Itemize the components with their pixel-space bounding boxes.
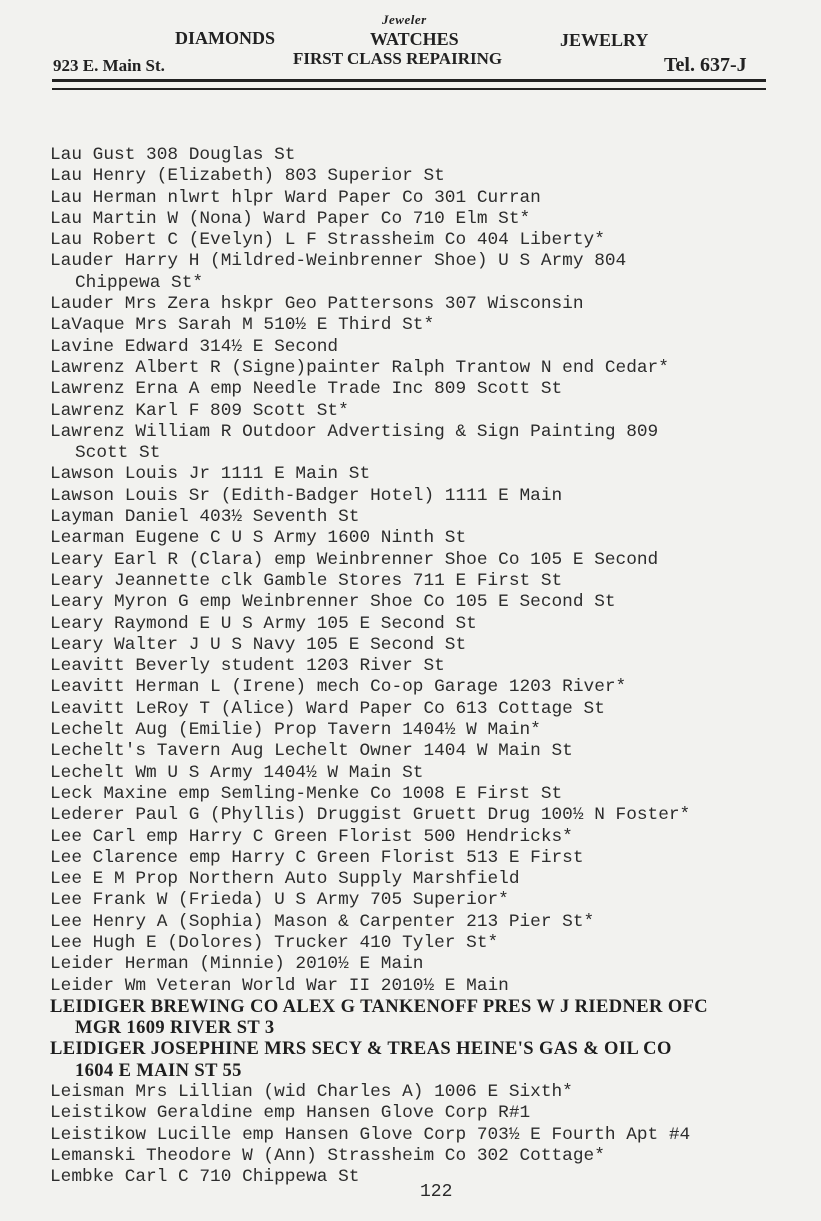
directory-entry: Lau Robert C (Evelyn) L F Strassheim Co 404 Liberty* [50,230,605,251]
header-rule-thin [52,88,766,90]
directory-entry: Lawson Louis Jr 1111 E Main St [50,464,371,485]
directory-entry: Leavitt Herman L (Irene) mech Co-op Garage 1203 River* [50,677,627,698]
directory-entry: Lauder Mrs Zera hskpr Geo Pattersons 307 Wisconsin [50,294,584,315]
directory-entry-continuation: MGR 1609 RIVER ST 3 [75,1018,275,1039]
directory-entry: Lee Clarence emp Harry C Green Florist 513 E First [50,847,584,868]
header-jeweler: Jeweler [382,12,427,27]
directory-entry-continuation: 1604 E MAIN ST 55 [75,1060,242,1081]
header-watches: WATCHES [370,29,459,49]
directory-entry: LEIDIGER JOSEPHINE MRS SECY & TREAS HEINE'S GAS & OIL CO [50,1039,672,1060]
directory-entry: Leary Myron G emp Weinbrenner Shoe Co 105 E Second St [50,592,616,613]
directory-entry: Leary Raymond E U S Army 105 E Second St [50,613,477,634]
directory-entry: Lau Herman nlwrt hlpr Ward Paper Co 301 Curran [50,187,541,208]
header-rule-thick [52,79,766,82]
directory-entry: Leistikow Lucille emp Hansen Glove Corp 703½ E Fourth Apt #4 [50,1124,691,1145]
header-telephone: Tel. 637-J [664,54,747,76]
directory-entry: Lederer Paul G (Phyllis) Druggist Gruett Drug 100½ N Foster* [50,805,691,826]
directory-entry: Leary Earl R (Clara) emp Weinbrenner Shoe Co 105 E Second [50,549,659,570]
directory-entry: LaVaque Mrs Sarah M 510½ E Third St* [50,315,435,336]
header-jewelry: JEWELRY [560,30,649,50]
header-address: 923 E. Main St. [53,56,165,75]
directory-entry: Lechelt Aug (Emilie) Prop Tavern 1404½ W Main* [50,720,541,741]
page-number: 122 [420,1182,453,1202]
directory-entry: Lee Hugh E (Dolores) Trucker 410 Tyler St* [50,932,499,953]
directory-entry: Lee Frank W (Frieda) U S Army 705 Superior* [50,890,509,911]
directory-entry: Lau Henry (Elizabeth) 803 Superior St [50,166,445,187]
header-diamonds: DIAMONDS [175,28,276,48]
directory-entry: Lawson Louis Sr (Edith-Badger Hotel) 1111 E Main [50,485,563,506]
directory-entry: Leavitt Beverly student 1203 River St [50,656,445,677]
directory-entry-continuation: Scott St [75,443,161,464]
directory-entry: Lawrenz Erna A emp Needle Trade Inc 809 Scott St [50,379,563,400]
directory-entry: Lauder Harry H (Mildred-Weinbrenner Shoe) U S Army 804 [50,251,627,272]
page-header [0,0,821,95]
directory-entry: Lee E M Prop Northern Auto Supply Marshfield [50,869,520,890]
directory-entry: Learman Eugene C U S Army 1600 Ninth St [50,528,467,549]
directory-entry: Lee Henry A (Sophia) Mason & Carpenter 213 Pier St* [50,911,595,932]
directory-entry: Leary Walter J U S Navy 105 E Second St [50,634,467,655]
directory-entry: Lechelt's Tavern Aug Lechelt Owner 1404 W Main St [50,741,573,762]
directory-entry: Leisman Mrs Lillian (wid Charles A) 1006 E Sixth* [50,1082,573,1103]
directory-entry: Lau Gust 308 Douglas St [50,145,296,165]
directory-entry: Leavitt LeRoy T (Alice) Ward Paper Co 613 Cottage St [50,698,605,719]
directory-entry: LEIDIGER BREWING CO ALEX G TANKENOFF PRES W J RIEDNER OFC [50,996,709,1017]
header-repairing: FIRST CLASS REPAIRING [293,49,503,68]
directory-entry: Leider Wm Veteran World War II 2010½ E Main [50,975,509,996]
directory-entry: Layman Daniel 403½ Seventh St [50,507,360,528]
directory-entry: Lemanski Theodore W (Ann) Strassheim Co 302 Cottage* [50,1145,605,1166]
directory-entry: Lawrenz Albert R (Signe)painter Ralph Trantow N end Cedar* [50,357,669,378]
directory-entry: Lau Martin W (Nona) Ward Paper Co 710 Elm St* [50,208,531,229]
directory-entry: Lee Carl emp Harry C Green Florist 500 Hendricks* [50,826,573,847]
directory-entry-continuation: Chippewa St* [75,272,204,293]
directory-entry: Leider Herman (Minnie) 2010½ E Main [50,954,424,975]
directory-entry: Lembke Carl C 710 Chippewa St [50,1167,360,1188]
directory-entry: Leck Maxine emp Semling-Menke Co 1008 E First St [50,783,563,804]
directory-entry: Lavine Edward 314½ E Second [50,336,339,357]
directory-entry: Lawrenz William R Outdoor Advertising & Sign Painting 809 [50,421,659,442]
directory-entry: Lechelt Wm U S Army 1404½ W Main St [50,762,424,783]
directory-listing [50,145,790,1189]
directory-entry: Leary Jeannette clk Gamble Stores 711 E First St [50,570,563,591]
directory-entry: Lawrenz Karl F 809 Scott St* [50,400,349,421]
directory-entry: Leistikow Geraldine emp Hansen Glove Corp R#1 [50,1103,531,1124]
